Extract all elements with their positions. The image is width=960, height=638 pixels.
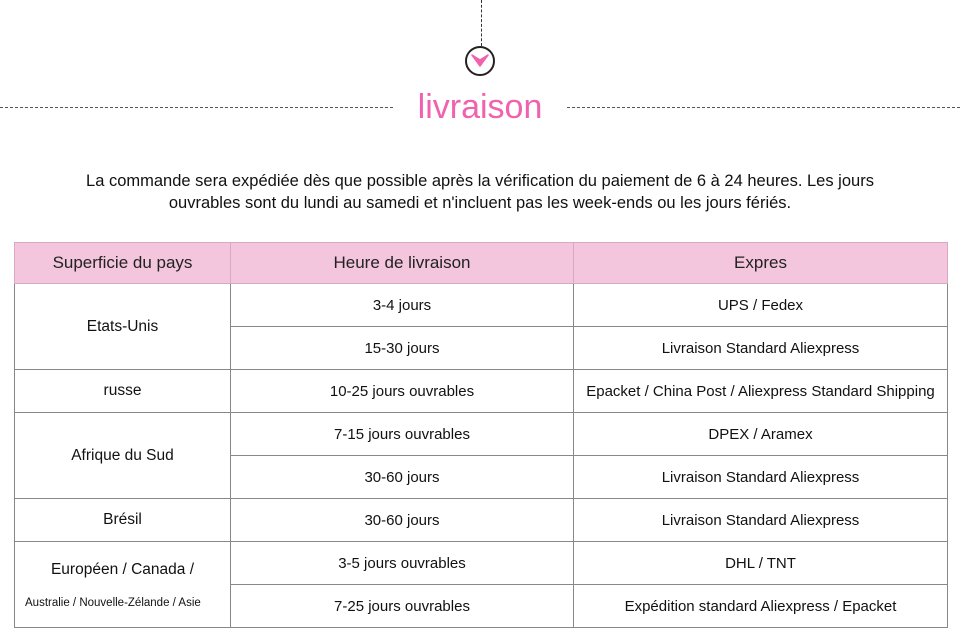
delivery-time-cell: 7-25 jours ouvrables bbox=[231, 585, 574, 628]
shipping-table bbox=[14, 242, 948, 628]
method-cell: DHL / TNT bbox=[574, 542, 948, 585]
table-row bbox=[15, 413, 948, 456]
delivery-time-cell: 3-5 jours ouvrables bbox=[231, 542, 574, 585]
intro-line-1: La commande sera expédiée dès que possible après la vérification du paiement de 6 à 24 heures. Les jours bbox=[86, 172, 874, 190]
table-row bbox=[15, 542, 948, 585]
intro-line-2: ouvrables sont du lundi au samedi et n'incluent pas les week-ends ou les jours fériés. bbox=[168, 194, 792, 212]
delivery-time-cell: 7-15 jours ouvrables bbox=[231, 413, 574, 456]
method-cell: Epacket / China Post / Aliexpress Standard Shipping bbox=[574, 370, 948, 413]
top-dashed-connector bbox=[481, 0, 482, 46]
delivery-time-cell: 3-4 jours bbox=[231, 284, 574, 327]
table-row bbox=[15, 284, 948, 327]
page-title: livraison bbox=[417, 88, 543, 126]
intro-text bbox=[20, 170, 940, 214]
right-dashed-divider bbox=[567, 107, 960, 108]
method-cell: DPEX / Aramex bbox=[574, 413, 948, 456]
country-cell bbox=[15, 542, 231, 628]
left-dashed-divider bbox=[0, 107, 393, 108]
method-cell: Livraison Standard Aliexpress bbox=[574, 327, 948, 370]
method-cell: Expédition standard Aliexpress / Epacket bbox=[574, 585, 948, 628]
country-cell: Brésil bbox=[15, 499, 231, 542]
chevron-down-icon bbox=[465, 46, 495, 76]
table-row bbox=[15, 499, 948, 542]
delivery-time-cell: 30-60 jours bbox=[231, 499, 574, 542]
country-line-2: Australie / Nouvelle-Zélande / Asie bbox=[25, 596, 201, 609]
method-cell: Livraison Standard Aliexpress bbox=[574, 499, 948, 542]
table-row bbox=[15, 370, 948, 413]
method-cell: Livraison Standard Aliexpress bbox=[574, 456, 948, 499]
delivery-time-cell: 10-25 jours ouvrables bbox=[231, 370, 574, 413]
delivery-time-cell: 15-30 jours bbox=[231, 327, 574, 370]
header-express: Expres bbox=[574, 243, 948, 284]
table-header-row bbox=[15, 243, 948, 284]
country-cell: Afrique du Sud bbox=[15, 413, 231, 499]
header-delivery-time: Heure de livraison bbox=[231, 243, 574, 284]
header-country: Superficie du pays bbox=[15, 243, 231, 284]
country-line-1: Européen / Canada / bbox=[50, 560, 195, 578]
country-cell: Etats-Unis bbox=[15, 284, 231, 370]
country-cell: russe bbox=[15, 370, 231, 413]
method-cell: UPS / Fedex bbox=[574, 284, 948, 327]
delivery-time-cell: 30-60 jours bbox=[231, 456, 574, 499]
